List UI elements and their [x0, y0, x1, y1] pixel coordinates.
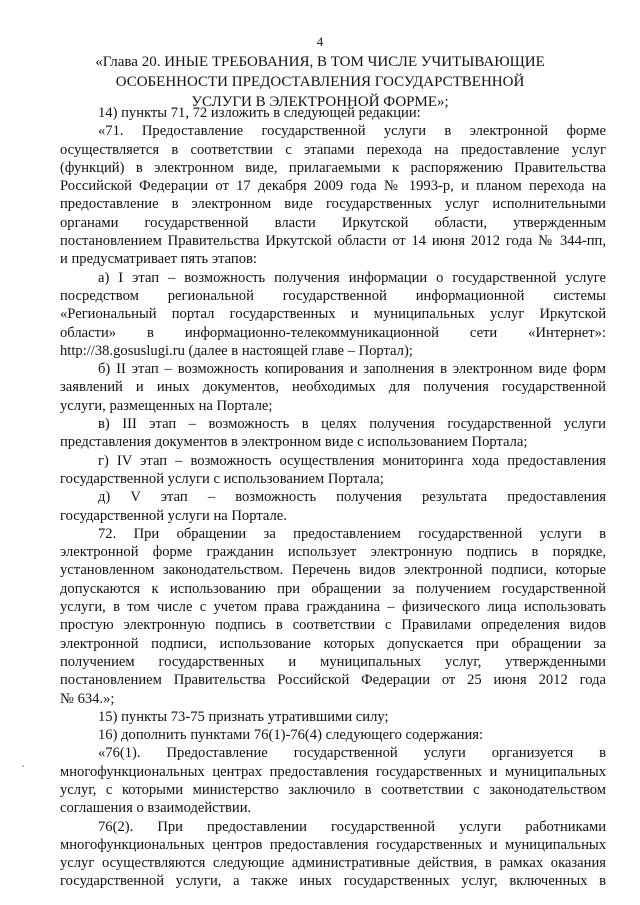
text-line: государственной услуги на Портале.	[60, 507, 287, 524]
heading-line: «Глава 20. ИНЫЕ ТРЕБОВАНИЯ, В ТОМ ЧИСЛЕ УЧИТЫВАЮЩИЕ	[95, 54, 545, 70]
heading-line: УСЛУГИ В ЭЛЕКТРОННОЙ ФОРМЕ»;	[191, 94, 449, 110]
document-body	[60, 104, 606, 891]
scan-mark	[22, 765, 24, 767]
text-line: государственной услуги с использованием Портала;	[60, 470, 384, 487]
text-line: 72. При обращении за предоставлением государственной услуги в	[98, 525, 606, 542]
text-line: электронной форме гражданин использует электронную подпись в порядке,	[60, 544, 606, 561]
text-line: «Региональный портал государственных и муниципальных услуг Иркутской	[60, 306, 606, 323]
text-line: органами государственной власти Иркутской области, утвержденным	[60, 214, 606, 231]
text-line: соглашения о взаимодействии.	[60, 800, 252, 817]
text-line: постановлением Правительства Российской Федерации от 25 июня 2012 года	[60, 672, 606, 689]
text-line: установленном законодательством. Перечень видов электронной подписи, которые	[60, 562, 606, 579]
text-line: услуги, в том числе с учетом права гражданина – физического лица использовать	[60, 599, 606, 616]
text-line: д) V этап – возможность получения результата предоставления	[98, 489, 606, 506]
text-line: многофункциональных центрах предоставления государственных и муниципальных	[60, 763, 606, 780]
text-line: получением государственных и муниципальных услуг, утвержденными	[60, 653, 606, 670]
text-line: посредством региональной государственной информационной системы	[60, 287, 606, 304]
text-line: государственной услуги, а также иных государственных услуг, включенных в	[60, 873, 606, 890]
page-number: 4	[316, 34, 324, 49]
text-line: 16) дополнить пунктами 76(1)-76(4) следующего содержания:	[98, 727, 484, 744]
text-line: и предусматривает пять этапов:	[60, 251, 257, 268]
text-line: предоставление в электронном виде государственных услуг исполнительными	[60, 196, 606, 213]
heading-line: ОСОБЕННОСТИ ПРЕДОСТАВЛЕНИЯ ГОСУДАРСТВЕННОЙ	[115, 74, 525, 90]
text-line: представления документов в электронном виде с использованием Портала;	[60, 434, 528, 451]
text-line: а) I этап – возможность получения информации о государственной услуге	[98, 269, 606, 286]
text-line: услуг, с которыми министерство заключило в соответствии с законодательством	[60, 781, 606, 798]
text-line: http://38.gosuslugi.ru (далее в настоящей главе – Портал);	[60, 342, 413, 359]
text-line: № 634.»;	[60, 690, 115, 707]
text-line: допускаются к использованию при обращении за получением государственной	[60, 580, 606, 597]
text-line: 14) пункты 71, 72 изложить в следующей редакции:	[98, 105, 421, 121]
text-line: 76(2). При предоставлении государственной услуги работниками	[98, 818, 606, 835]
text-line: области» в информационно-телекоммуникационной сети «Интернет»:	[60, 324, 606, 341]
text-line: 15) пункты 73-75 признать утратившими силу;	[98, 708, 389, 725]
text-line: «76(1). Предоставление государственной услуги организуется в	[98, 745, 606, 762]
text-line: осуществляется в соответствии с этапами перехода на предоставление услуг	[60, 141, 606, 158]
text-line: «71. Предоставление государственной услуги в электронной форме	[98, 123, 606, 140]
text-line: Российской Федерации от 17 декабря 2009 года № 1993-р, и планом перехода на	[60, 178, 606, 195]
text-line: г) IV этап – возможность осуществления мониторинга хода предоставления	[98, 452, 606, 469]
text-line: б) II этап – возможность копирования и заполнения в электронном виде форм	[98, 361, 606, 378]
text-line: простую электронную подпись в соответствии с Правилами определения видов	[60, 617, 606, 634]
text-line: электронной подписи, использование которых допускается при обращении за	[60, 635, 606, 652]
text-line: в) III этап – возможность в целях получения государственной услуги	[98, 416, 606, 433]
text-line: заявлений и иных документов, необходимых для получения государственной	[60, 379, 606, 396]
text-line: услуги, размещенных на Портале;	[60, 397, 273, 414]
chapter-heading	[60, 52, 580, 112]
text-line: (функций) в электронном виде, прилагаемыми к распоряжению Правительства	[60, 159, 606, 176]
text-line: многофункциональных центров предоставления государственных и муниципальных	[60, 836, 606, 853]
text-line: услуг осуществляются следующие административные действия, в рамках оказания	[60, 855, 606, 872]
text-line: постановлением Правительства Иркутской области от 14 июня 2012 года № 344-пп,	[60, 233, 606, 250]
